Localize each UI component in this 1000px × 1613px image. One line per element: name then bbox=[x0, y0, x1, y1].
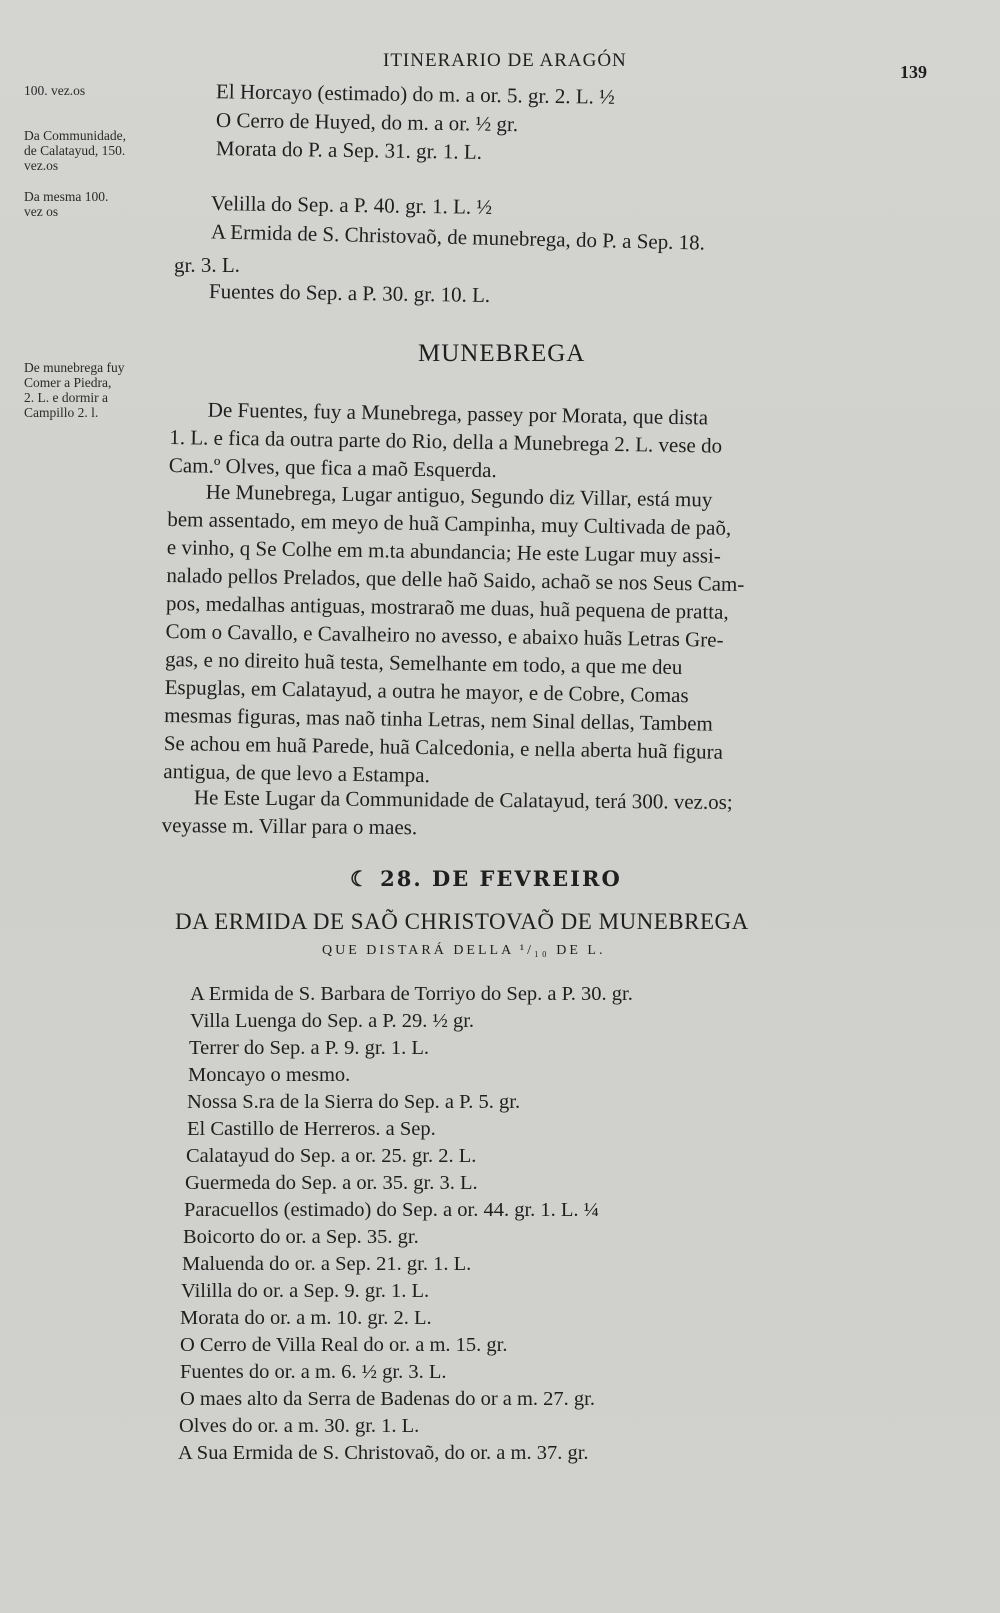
margin-note-line: 100. vez.os bbox=[24, 83, 86, 98]
text-line: veyasse m. Villar para o maes. bbox=[161, 812, 418, 840]
bearing-line: gr. 3. L. bbox=[174, 253, 240, 277]
bearing-line: Fuentes do Sep. a P. 30. gr. 10. L. bbox=[208, 279, 491, 307]
running-head: ITINERARIO DE ARAGÓN bbox=[383, 50, 627, 71]
margin-note-line: Campillo 2. l. bbox=[24, 405, 99, 420]
margin-note-communidade bbox=[24, 128, 174, 173]
bearing-line: Terrer do Sep. a P. 9. gr. 1. L. bbox=[189, 1037, 429, 1059]
bearing-line: Morata do P. a Sep. 31. gr. 1. L. bbox=[215, 136, 483, 164]
bearing-line: O Cerro de Villa Real do or. a m. 15. gr. bbox=[180, 1334, 508, 1356]
bearing-line: Moncayo o mesmo. bbox=[188, 1064, 351, 1086]
margin-note-households bbox=[24, 83, 174, 98]
text-line: nalado pellos Prelados, que delle haõ Saido, achaõ se nos Seus Cam- bbox=[166, 562, 745, 597]
margin-note-route bbox=[24, 360, 174, 420]
bearing-line: El Horcayo (estimado) do m. a or. 5. gr. 2. L. ½ bbox=[215, 79, 616, 109]
day-subtitle: DA ERMIDA DE SAÕ CHRISTOVAÕ DE MUNEBREGA bbox=[175, 909, 749, 934]
margin-note-line: Da mesma 100. bbox=[24, 189, 109, 204]
text-line: He Munebrega, Lugar antiguo, Segundo diz Villar, está muy bbox=[205, 479, 713, 512]
bearing-line: O maes alto da Serra de Badenas do or a m. 27. gr. bbox=[180, 1388, 596, 1410]
text-line: Se achou em huã Parede, huã Calcedonia, e nella aberta huã figura bbox=[163, 730, 724, 764]
margin-note-line: vez.os bbox=[24, 158, 59, 173]
bearing-line: Villa Luenga do Sep. a P. 29. ½ gr. bbox=[190, 1010, 475, 1032]
margin-note-line: Comer a Piedra, bbox=[24, 375, 112, 390]
bearing-line: Velilla do Sep. a P. 40. gr. 1. L. ½ bbox=[210, 191, 493, 219]
margin-note-mesma bbox=[24, 189, 174, 219]
text-line: Cam.º Olves, que fica a maõ Esquerda. bbox=[168, 452, 497, 483]
paragraph-route bbox=[169, 395, 723, 488]
bearing-line: Maluenda do or. a Sep. 21. gr. 1. L. bbox=[182, 1253, 472, 1275]
margin-note-line: Da Communidade, bbox=[24, 128, 126, 143]
text-line: Com o Cavallo, e Cavalheiro no avesso, e abaixo huãs Letras Gre- bbox=[165, 618, 724, 652]
text-line: bem assentado, em meyo de huã Campinha, muy Cultivada de paõ, bbox=[167, 506, 732, 540]
section-title: MUNEBREGA bbox=[418, 340, 586, 367]
paragraph-description bbox=[163, 477, 746, 794]
bearing-line: Olves do or. a m. 30. gr. 1. L. bbox=[179, 1415, 420, 1437]
bearing-line: Fuentes do or. a m. 6. ½ gr. 3. L. bbox=[180, 1361, 447, 1383]
bearing-line: Vililla do or. a Sep. 9. gr. 1. L. bbox=[181, 1280, 430, 1302]
paragraph-communidade bbox=[162, 783, 733, 844]
text-line: pos, medalhas antiguas, mostraraõ me duas, huã pequena de pratta, bbox=[165, 590, 729, 624]
margin-note-line: De munebrega fuy bbox=[24, 360, 125, 375]
text-line: mesmas figuras, mas naõ tinha Letras, nem Sinal dellas, Tambem bbox=[164, 702, 714, 736]
page-number: 139 bbox=[900, 62, 927, 82]
bearing-line: El Castillo de Herreros. a Sep. bbox=[187, 1118, 436, 1140]
day-heading: ☾ 28. DE FEVREIRO bbox=[350, 866, 622, 891]
bearing-line: A Ermida de S. Christovaõ, de munebrega, do P. a Sep. 18. bbox=[210, 219, 706, 255]
text-line: De Fuentes, fuy a Munebrega, passey por Morata, que dista bbox=[207, 397, 709, 430]
day-subsubtitle: QUE DISTARÁ DELLA ¹/₁₀ DE L. bbox=[322, 943, 606, 958]
bearing-line: Paracuellos (estimado) do Sep. a or. 44. gr. 1. L. ¼ bbox=[184, 1199, 600, 1221]
bearing-line: A Sua Ermida de S. Christovaõ, do or. a m. 37. gr. bbox=[178, 1442, 589, 1464]
bearing-line: Morata do or. a m. 10. gr. 2. L. bbox=[180, 1307, 432, 1329]
bearing-line: Boicorto do or. a Sep. 35. gr. bbox=[183, 1226, 419, 1248]
text-line: gas, e no direito huã testa, Semelhante em todo, a que me deu bbox=[164, 646, 683, 680]
margin-note-line: de Calatayud, 150. bbox=[24, 143, 126, 158]
bearing-line: Nossa S.ra de la Sierra do Sep. a P. 5. gr. bbox=[187, 1091, 521, 1113]
margin-note-line: 2. L. e dormir a bbox=[24, 390, 108, 405]
margin-note-line: vez os bbox=[24, 204, 59, 219]
bearing-line: Calatayud do Sep. a or. 25. gr. 2. L. bbox=[186, 1145, 477, 1167]
text-line: antigua, de que levo a Estampa. bbox=[163, 758, 431, 788]
text-line: e vinho, q Se Colhe em m.ta abundancia; He este Lugar muy assi- bbox=[166, 534, 722, 568]
text-line: He Este Lugar da Communidade de Calatayud, terá 300. vez.os; bbox=[193, 785, 733, 814]
text-line: Espuglas, em Calatayud, a outra he mayor, e de Cobre, Comas bbox=[164, 674, 689, 708]
bearing-line: Guermeda do Sep. a or. 35. gr. 3. L. bbox=[185, 1172, 478, 1194]
bearing-line: A Ermida de S. Barbara de Torriyo do Sep. a P. 30. gr. bbox=[190, 983, 633, 1005]
bearing-line: O Cerro de Huyed, do m. a or. ½ gr. bbox=[215, 107, 519, 137]
text-line: 1. L. e fica da outra parte do Rio, della a Munebrega 2. L. vese do bbox=[169, 424, 723, 458]
